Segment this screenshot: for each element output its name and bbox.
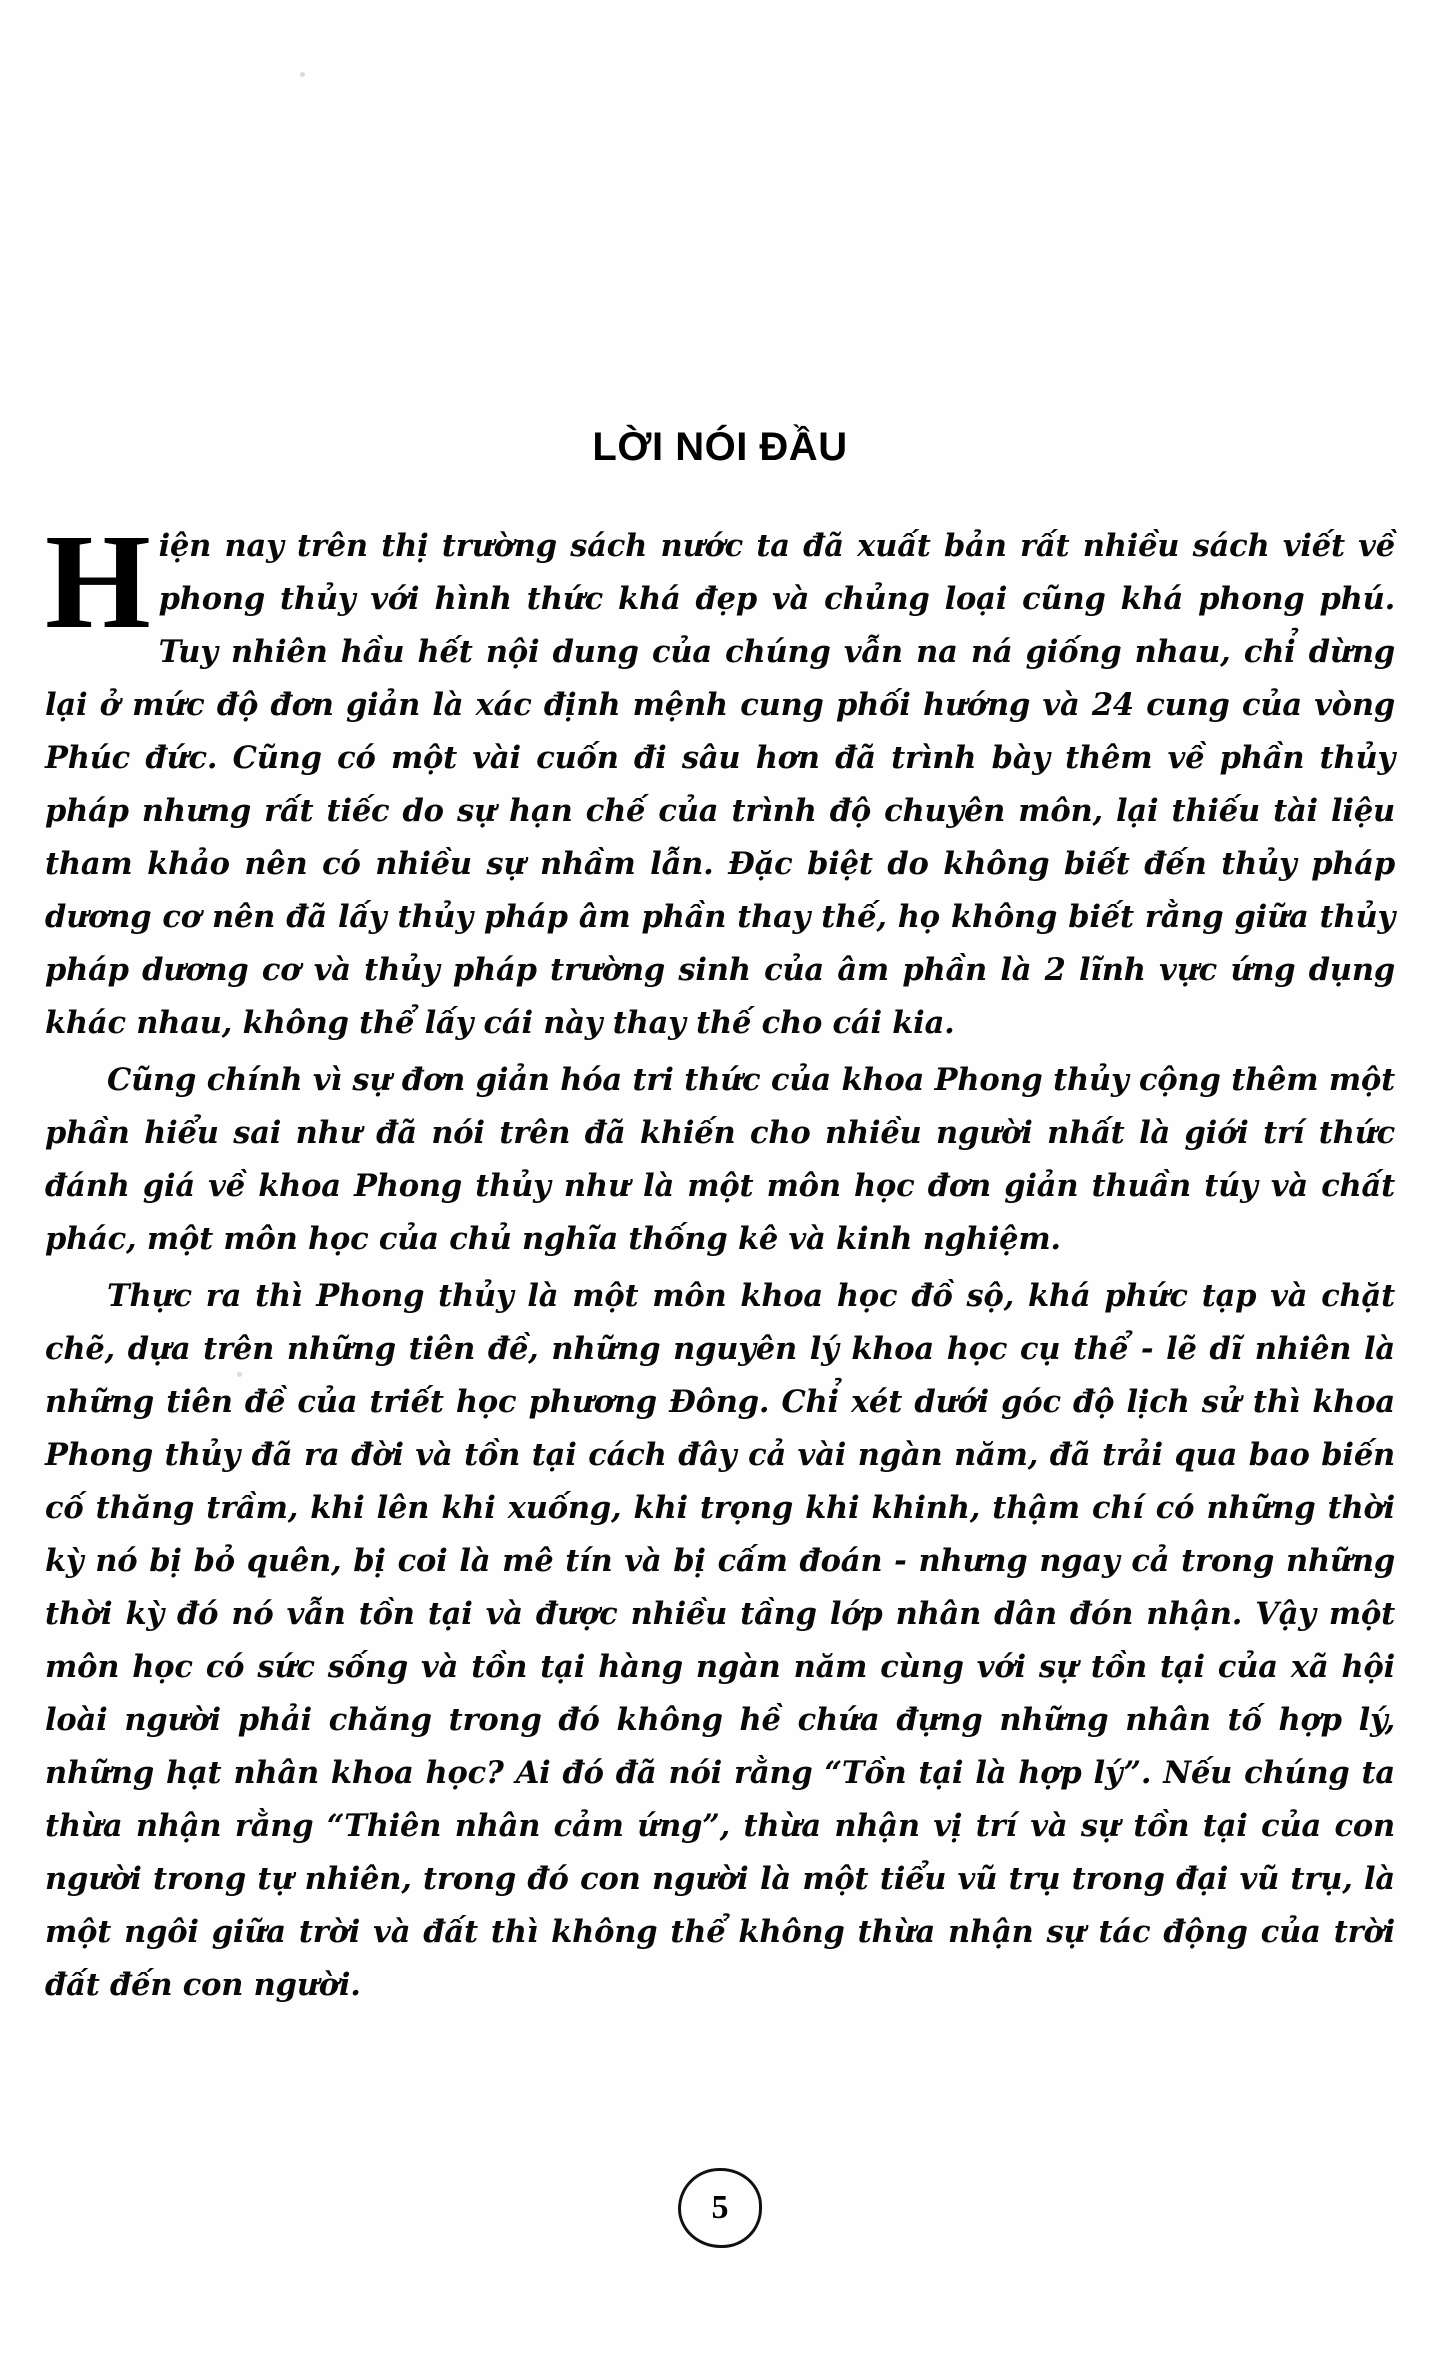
- paragraph-1: [45, 507, 1395, 1050]
- paragraph-2: Cũng chính vì sự đơn giản hóa tri thức của khoa Phong thủy cộng thêm một phần hiểu sai như đã nói trên đã khiến cho nhiều người nhất là giới trí thức đánh giá về khoa Phong thủy như là một môn học đơn giản thuần túy và chất phác, một môn học của chủ nghĩa thống kê và kinh nghiệm.: [45, 1062, 1395, 1257]
- body-text: [45, 507, 1395, 2016]
- paragraph-1-text: iện nay trên thị trường sách nước ta đã xuất bản rất nhiều sách viết về phong thủy với hình thức khá đẹp và chủng loại cũng khá phong phú. Tuy nhiên hầu hết nội dung của chúng vẫn na ná giống nhau, chỉ dừng lại ở mức độ đơn giản là xác định mệnh cung phối hướng và 24 cung của vòng Phúc đức. Cũng có một vài cuốn đi sâu hơn đã trình bày thêm về phần thủy pháp nhưng rất tiếc do sự hạn chế của trình độ chuyên môn, lại thiếu tài liệu tham khảo nên có nhiều sự nhầm lẫn. Đặc biệt do không biết đến thủy pháp dương cơ nên đã lấy thủy pháp âm phần thay thế, họ không biết rằng giữa thủy pháp dương cơ và thủy pháp trường sinh của âm phần là 2 lĩnh vực ứng dụng khác nhau, không thể lấy cái này thay thế cho cái kia.: [45, 528, 1395, 1041]
- paragraph-3: Thực ra thì Phong thủy là một môn khoa học đồ sộ, khá phức tạp và chặt chẽ, dựa trên những tiên đề, những nguyên lý khoa học cụ thể - lẽ dĩ nhiên là những tiên đề của triết học phương Đông. Chỉ xét dưới góc độ lịch sử thì khoa Phong thủy đã ra đời và tồn tại cách đây cả vài ngàn năm, đã trải qua bao biến cố thăng trầm, khi lên khi xuống, khi trọng khi khinh, thậm chí có những thời kỳ nó bị bỏ quên, bị coi là mê tín và bị cấm đoán - nhưng ngay cả trong những thời kỳ đó nó vẫn tồn tại và được nhiều tầng lớp nhân dân đón nhận. Vậy một môn học có sức sống và tồn tại hàng ngàn năm cùng với sự tồn tại của xã hội loài người phải chăng trong đó không hề chứa đựng những nhân tố hợp lý, những hạt nhân khoa học? Ai đó đã nói rằng “Tồn tại là hợp lý”. Nếu chúng ta thừa nhận rằng “Thiên nhân cảm ứng”, thừa nhận vị trí và sự tồn tại của con người trong tự nhiên, trong đó con người là một tiểu vũ trụ trong đại vũ trụ, là một ngôi giữa trời và đất thì không thể không thừa nhận sự tác động của trời đất đến con người.: [45, 1278, 1395, 2003]
- paper-speck: [300, 72, 305, 77]
- drop-cap: H: [45, 507, 151, 657]
- page-number: 5: [678, 2168, 762, 2248]
- page-title: LỜI NÓI ĐẦU: [592, 424, 848, 469]
- page-number-container: [0, 2168, 1440, 2248]
